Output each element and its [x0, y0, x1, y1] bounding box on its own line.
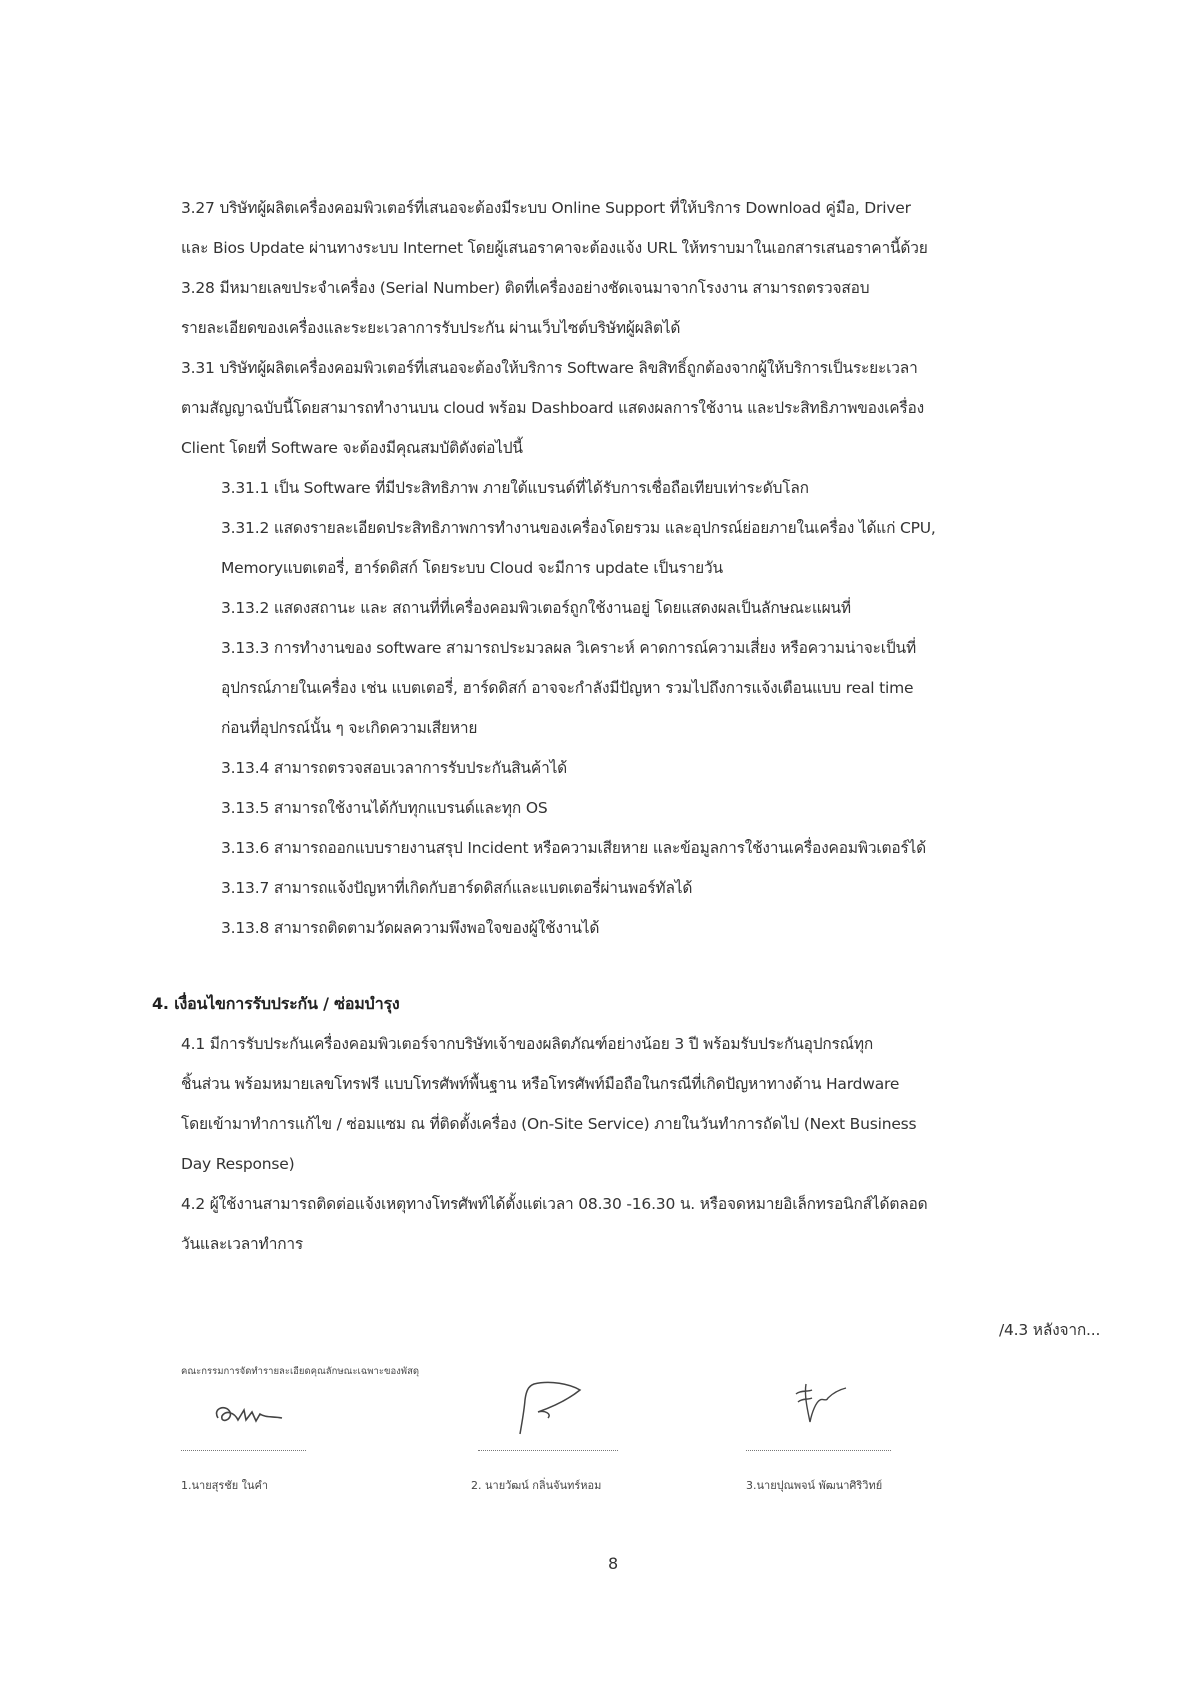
page-number: 8: [608, 1554, 619, 1573]
text-line: 3.27 บริษัทผู้ผลิตเครื่องคอมพิวเตอร์ที่เสนอจะต้องมีระบบ Online Support ที่ให้บริการ Download คู่มือ, Driver: [181, 199, 911, 217]
text-line: 3.13.4 สามารถตรวจสอบเวลาการรับประกันสินค้าได้: [221, 759, 568, 777]
committee-member-1: 1.นายสุรชัย ในคำ: [181, 1479, 269, 1492]
text-line: 3.13.6 สามารถออกแบบรายงานสรุป Incident หรือความเสียหาย และข้อมูลการใช้งานเครื่องคอมพิวเตอร์ได้: [221, 839, 927, 857]
text-line: 3.13.7 สามารถแจ้งปัญหาที่เกิดกับฮาร์ดดิสก์และแบตเตอรี่ผ่านพอร์ทัลได้: [221, 879, 693, 897]
text-line: 3.13.2 แสดงสถานะ และ สถานที่ที่เครื่องคอมพิวเตอร์ถูกใช้งานอยู่ โดยแสดงผลเป็นลักษณะแผนที่: [221, 599, 851, 617]
text-line: 4.2 ผู้ใช้งานสามารถติดต่อแจ้งเหตุทางโทรศัพท์ได้ตั้งแต่เวลา 08.30 -16.30 น. หรือจดหมายอิเล็กทรอนิกส์ได้ตลอด: [181, 1195, 928, 1213]
text-line: รายละเอียดของเครื่องและระยะเวลาการรับประกัน ผ่านเว็บไซต์บริษัทผู้ผลิตได้: [181, 319, 681, 337]
signature-2: [500, 1372, 610, 1442]
text-line: ก่อนที่อุปกรณ์นั้น ๆ จะเกิดความเสียหาย: [221, 719, 478, 737]
text-line: 4.1 มีการรับประกันเครื่องคอมพิวเตอร์จากบริษัทเจ้าของผลิตภัณฑ์อย่างน้อย 3 ปี พร้อมรับประกันอุปกรณ์ทุก: [181, 1035, 874, 1053]
committee-member-2: 2. นายวัฒน์ กลิ่นจันทร์หอม: [471, 1479, 602, 1492]
text-line: 3.13.8 สามารถติดตามวัดผลความพึงพอใจของผู้ใช้งานได้: [221, 919, 600, 937]
signature-line-3: [746, 1450, 891, 1451]
text-line: โดยเข้ามาทำการแก้ไข / ซ่อมแซม ณ ที่ติดตั้งเครื่อง (On-Site Service) ภายในวันทำการถัดไป (Next Business: [181, 1115, 917, 1133]
text-line: 3.13.3 การทำงานของ software สามารถประมวลผล วิเคราะห์ คาดการณ์ความเสี่ยง หรือความน่าจะเป็นที่: [221, 639, 916, 657]
text-line: 3.31.2 แสดงรายละเอียดประสิทธิภาพการทำงานของเครื่องโดยรวม และอุปกรณ์ย่อยภายในเครื่อง ได้แก่ CPU,: [221, 519, 936, 537]
text-line: และ Bios Update ผ่านทางระบบ Internet โดยผู้เสนอราคาจะต้องแจ้ง URL ให้ทราบมาในเอกสารเสนอราคานี้ด้วย: [181, 239, 928, 257]
text-line: 3.31.1 เป็น Software ที่มีประสิทธิภาพ ภายใต้แบรนด์ที่ได้รับการเชื่อถือเทียบเท่าระดับโลก: [221, 479, 809, 497]
signature-1: [200, 1390, 310, 1440]
text-line: อุปกรณ์ภายในเครื่อง เช่น แบตเตอรี่, ฮาร์ดดิสก์ อาจจะกำลังมีปัญหา รวมไปถึงการแจ้งเตือนแบบ real time: [221, 679, 914, 697]
text-line: ตามสัญญาฉบับนี้โดยสามารถทำงานบน cloud พร้อม Dashboard แสดงผลการใช้งาน และประสิทธิภาพของเครื่อง: [181, 399, 925, 417]
text-line: 3.13.5 สามารถใช้งานได้กับทุกแบรนด์และทุก OS: [221, 799, 548, 817]
text-line: Memoryแบตเตอรี่, ฮาร์ดดิสก์ โดยระบบ Cloud จะมีการ update เป็นรายวัน: [221, 559, 723, 577]
committee-title: คณะกรรมการจัดทำรายละเอียดคุณลักษณะเฉพาะของพัสดุ: [181, 1366, 420, 1377]
continuation-note: /4.3 หลังจาก...: [999, 1321, 1101, 1339]
text-line: วันและเวลาทำการ: [181, 1235, 304, 1253]
committee-member-3: 3.นายปุณพจน์ พัฒนาศิริวิทย์: [746, 1479, 883, 1492]
text-line: Day Response): [181, 1155, 295, 1173]
text-line: 3.28 มีหมายเลขประจำเครื่อง (Serial Number) ติดที่เครื่องอย่างชัดเจนมาจากโรงงาน สามารถตรวจสอบ: [181, 279, 870, 297]
text-line: 3.31 บริษัทผู้ผลิตเครื่องคอมพิวเตอร์ที่เสนอจะต้องให้บริการ Software ลิขสิทธิ์ถูกต้องจากผู้ให้บริการเป็นระยะเวลา: [181, 359, 918, 377]
text-line: Client โดยที่ Software จะต้องมีคุณสมบัติดังต่อไปนี้: [181, 439, 523, 457]
signature-line-1: [181, 1450, 306, 1451]
text-line: ชิ้นส่วน พร้อมหมายเลขโทรฟรี แบบโทรศัพท์พื้นฐาน หรือโทรศัพท์มือถือในกรณีที่เกิดปัญหาทางด้าน Hardware: [181, 1075, 900, 1093]
signature-line-2: [478, 1450, 618, 1451]
signature-3: [768, 1372, 878, 1432]
section-heading: 4. เงื่อนไขการรับประกัน / ซ่อมบำรุง: [152, 994, 400, 1013]
